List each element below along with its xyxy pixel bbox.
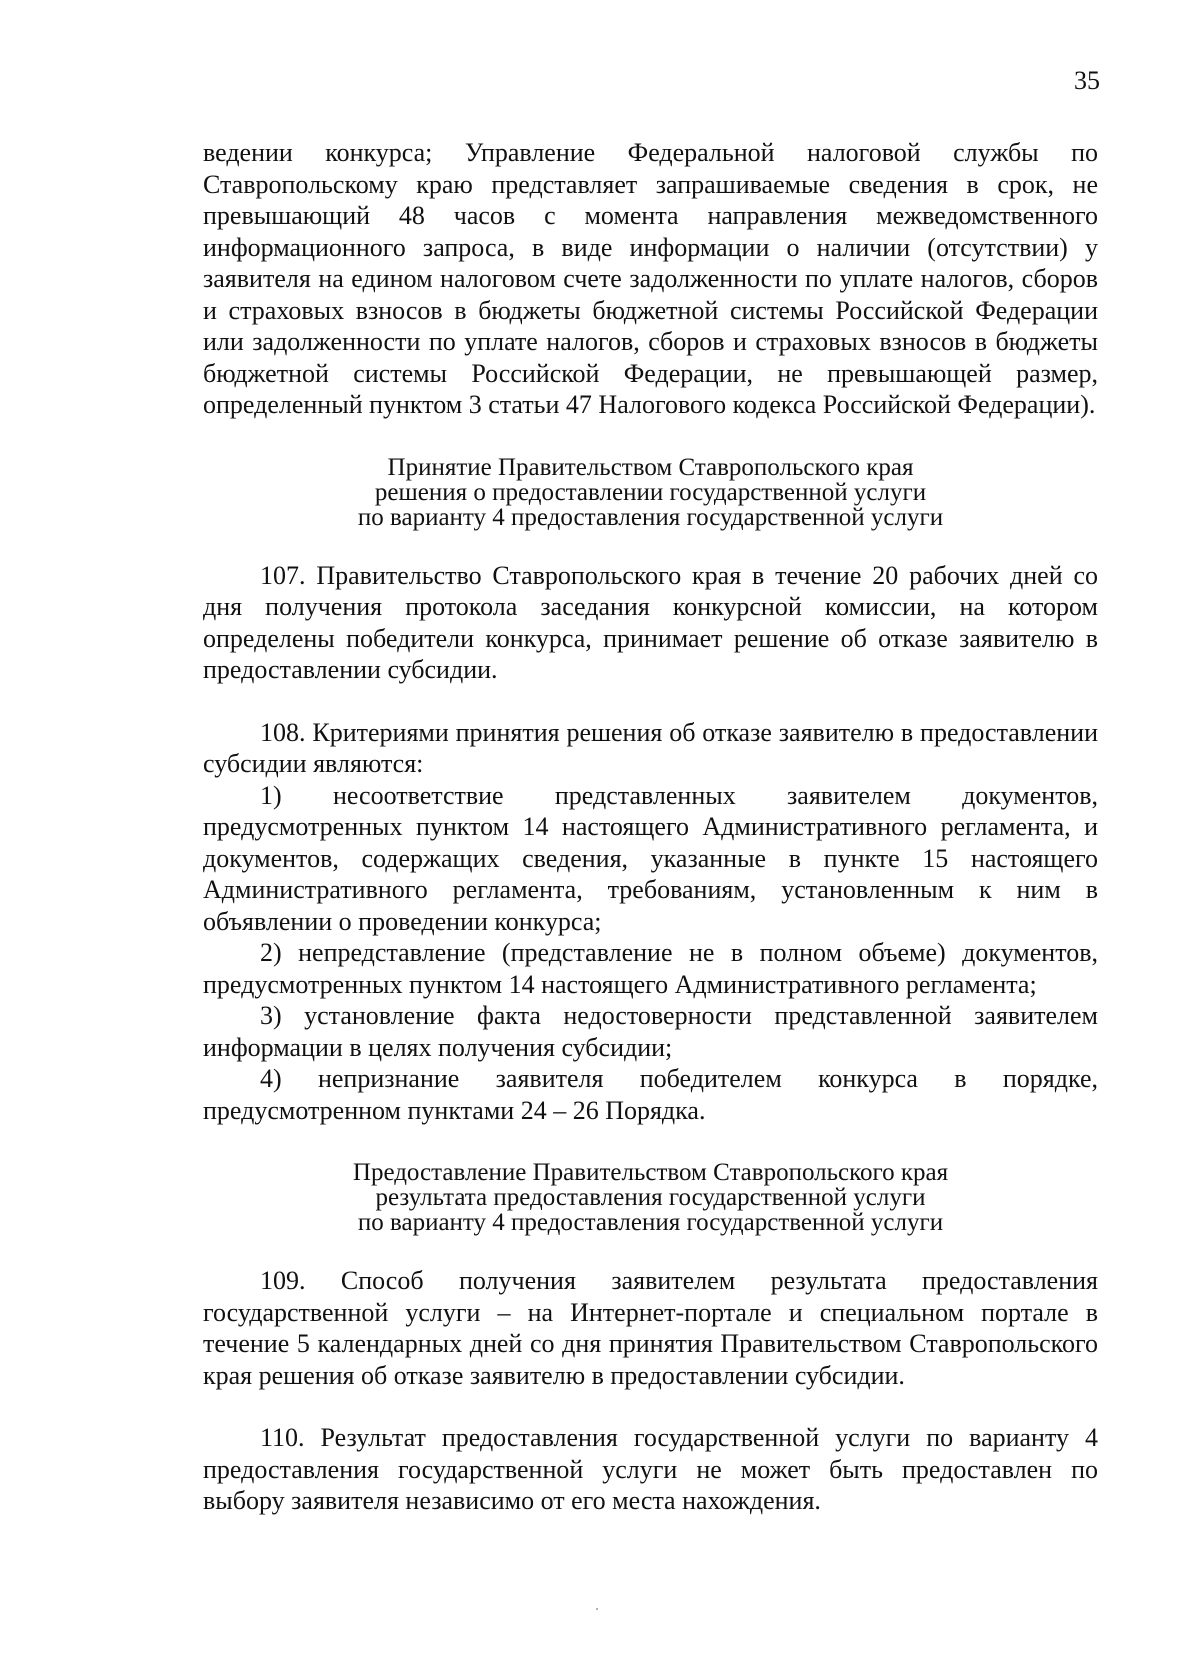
scan-speck — [596, 1608, 598, 1610]
section-heading-line: результата предоставления государственной услуги — [375, 1184, 926, 1211]
paragraph-108-item-1: 1) несоответствие представленных заявителем документов, предусмотренных пунктом 14 настоящего Административного регламента, и документов, содержащих сведения, указанные в пункте 15 настоящего Административного регламента, требованиям, установленным к ним в объявлении о проведении конкурса; — [203, 780, 1098, 936]
document-body — [203, 137, 1098, 1517]
paragraph-108-item-2: 2) непредставление (представление не в полном объеме) документов, предусмотренных пунктом 14 настоящего Административного регламента; — [203, 938, 1098, 999]
paragraph-107: 107. Правительство Ставропольского края в течение 20 рабочих дней со дня получения протокола заседания конкурсной комиссии, на котором определены победители конкурса, принимает решение об отказе заявителю в предоставлении субсидии. — [203, 560, 1098, 684]
section-heading-line: по варианту 4 предоставления государственной услуги — [357, 1209, 944, 1236]
page-number: 35 — [1074, 66, 1100, 95]
paragraph-intro: ведении конкурса; Управление Федеральной налоговой службы по Ставропольскому краю представляет запрашиваемые сведения в срок, не превышающий 48 часов с момента направления межведомственного информационного запроса, в виде информации о наличии (отсутствии) у заявителя на едином налоговом счете задолженности по уплате налогов, сборов и страховых взносов в бюджеты бюджетной системы Российской Федерации или задолженности по уплате налогов, сборов и страховых взносов в бюджеты бюджетной системы Российской Федерации, не превышающей размер, определенный пунктом 3 статьи 47 Налогового кодекса Российской Федерации). — [203, 138, 1098, 419]
paragraph-109: 109. Способ получения заявителем результата предоставления государственной услуги – на Интернет-портале и специальном портале в течение 5 календарных дней со дня принятия Правительством Ставропольского края решения об отказе заявителю в предоставлении субсидии. — [203, 1266, 1098, 1390]
paragraph-108-item-4: 4) непризнание заявителя победителем конкурса в порядке, предусмотренном пунктами 24 – 26 Порядка. — [203, 1064, 1098, 1125]
section-heading-line: по варианту 4 предоставления государственной услуги — [357, 503, 944, 531]
section-heading-line: Предоставление Правительством Ставропольского края — [352, 1159, 949, 1186]
paragraph-108-item-3: 3) установление факта недостоверности представленной заявителем информации в целях получения субсидии; — [203, 1001, 1098, 1062]
section-heading-result — [203, 1160, 1098, 1235]
paragraph-108: 108. Критериями принятия решения об отказе заявителю в предоставлении субсидии являются: — [203, 717, 1098, 778]
section-heading-line: Принятие Правительством Ставропольского края — [387, 453, 914, 481]
section-heading-line: решения о предоставлении государственной услуги — [374, 478, 927, 506]
paragraph-110: 110. Результат предоставления государственной услуги по варианту 4 предоставления государственной услуги не может быть предоставлен по выбору заявителя независимо от его места нахождения. — [203, 1423, 1098, 1515]
section-heading-decision — [203, 455, 1098, 530]
